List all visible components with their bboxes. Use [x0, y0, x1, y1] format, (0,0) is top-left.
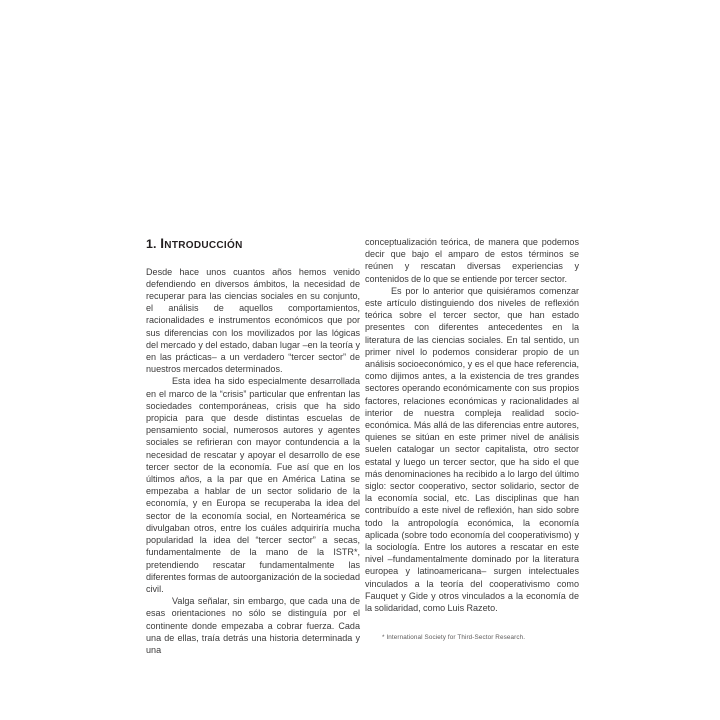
paragraph: Valga señalar, sin embargo, que cada una de esas orientaciones no sólo se distinguía por el continente donde empezaba a cobrar fuerza. Cada una de ellas, traía detrás una historia determinada y una: [146, 596, 360, 655]
text-column-right: [365, 236, 579, 642]
paragraph: Es por lo anterior que quisiéramos comenzar este artículo distinguiendo dos niveles de reflexión teórica sobre el tercer sector, que han estado presentes con diferentes antecedentes en la literatura de las ciencias sociales. En tal sentido, un primer nivel lo podemos considerar propio de un análisis socioeconómico, y es el que hace referencia, como dijimos antes, a la existencia de tres grandes sectores operando económicamente con sus propios factores, relaciones económicas y racionalidades al interior de nuestra compleja realidad socio-económica. Más allá de las diferencias entre autores, quienes se sitúan en este primer nivel de análisis suelen catalogar un sector capitalista, otro sector estatal y luego un tercer sector, que ha sido el que más denominaciones ha recibido a lo largo del último siglo: sector cooperativo, sector solidario, sector de la economía social, etc. Las disciplinas que han contribuído a este nivel de reflexión, han sido sobre todo la antropología económica, la economía aplicada (sobre todo economía del cooperativismo) y la sociología. Entre los autores a rescatar en este nivel –fundamentalmente dominado por la literatura europea y latinoamericana– surgen intelectuales vinculados a la teoría del cooperativismo como Fauquet y Gide y otros vinculados a la economía de la solidaridad, como Luis Razeto.: [365, 285, 579, 614]
paragraph: conceptualización teórica, de manera que podemos decir que bajo el amparo de estos términos se reúnen y rescatan diversas experiencias y contenidos de lo que se entiende por tercer sector.: [365, 237, 579, 284]
text-column-left: [146, 236, 360, 656]
section-heading: [146, 236, 360, 252]
section-heading-title: Introducción: [160, 236, 243, 251]
paragraph: Esta idea ha sido especialmente desarrollada en el marco de la “crisis” particular que enfrentan las sociedades contemporáneas, crisis que ha sido propicia para que desde distintas escuelas de pensamiento social, numerosos autores y agentes sociales se refirieran con mayor contundencia a la necesidad de rescatar y apoyar el desarrollo de ese tercer sector de la economía. Fue así que en los últimos años, a la par que en América Latina se empezaba a hablar de un sector solidario de la economía, y en Europa se recuperaba la idea del sector de la economía social, en Norteamérica se divulgaban otros, entre los cuáles adquiriría mucha popularidad la idea del “tercer sector” a secas, fundamentalmente de la mano de la ISTR*, pretendiendo rescatar fundamentalmente las diferentes formas de autoorganización de la sociedad civil.: [146, 376, 360, 594]
two-column-text-block: [146, 236, 579, 656]
section-heading-number: 1.: [146, 237, 157, 251]
footnote: * International Society for Third-Sector Research.: [382, 634, 526, 642]
paragraph: Desde hace unos cuantos años hemos venido defendiendo en diversos ámbitos, la necesidad de recuperar para las ciencias sociales en su conjunto, el análisis de aquellos comportamientos, racionalidades e instrumentos económicos que por sus diferencias con los movilizados por las lógicas del mercado y del estado, daban lugar –en la teoría y en las prácticas– a un verdadero “tercer sector” de nuestros mercados determinados.: [146, 266, 360, 375]
